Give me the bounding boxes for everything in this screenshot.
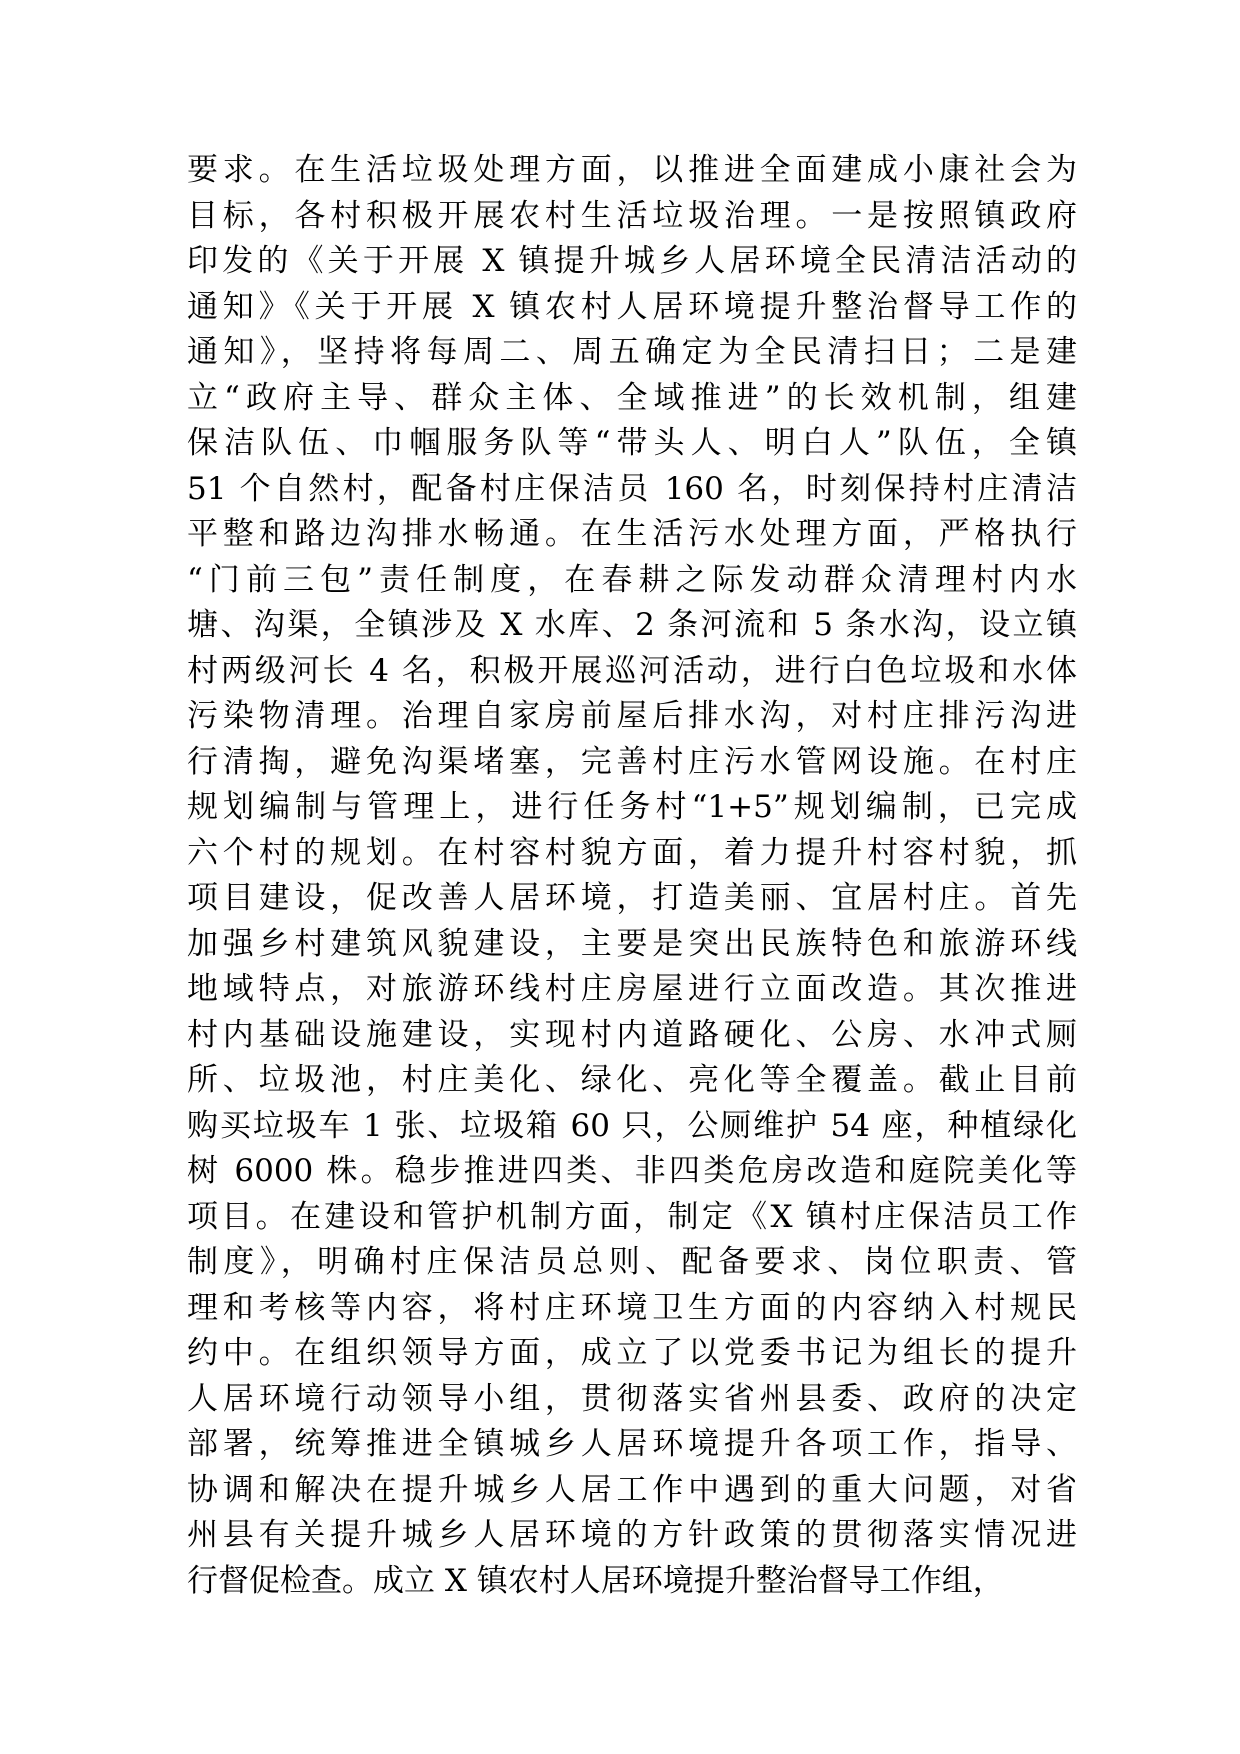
text-line: 部署，统筹推进全镇城乡人居环境提升各项工作，指导、: [187, 1426, 1077, 1462]
text-line: 村内基础设施建设，实现村内道路硬化、公房、水冲式厕: [187, 1016, 1077, 1053]
text-line: 项目。在建设和管护机制方面，制定《X 镇村庄保洁员工作: [187, 1198, 1077, 1235]
text-line: 规划编制与管理上，进行任务村“1+5”规划编制，已完成: [187, 789, 1077, 825]
text-line: 项目建设，促改善人居环境，打造美丽、宜居村庄。首先: [187, 880, 1077, 916]
text-line: 行督促检查。成立 X 镇农村人居环境提升整治督导工作组，: [187, 1562, 1004, 1599]
text-line: 购买垃圾车 1 张、垃圾箱 60 只，公厕维护 54 座，种植绿化: [187, 1107, 1077, 1144]
text-line: 污染物清理。治理自家房前屋后排水沟，对村庄排污沟进: [187, 698, 1077, 734]
text-line: 理和考核等内容，将村庄环境卫生方面的内容纳入村规民: [187, 1289, 1077, 1326]
text-line: 村两级河长 4 名，积极开展巡河活动，进行白色垃圾和水体: [187, 652, 1077, 689]
text-line: 州县有关提升城乡人居环境的方针政策的贯彻落实情况进: [187, 1517, 1077, 1553]
body-text: [187, 148, 1077, 1604]
text-line: 保洁队伍、巾帼服务队等“带头人、明白人”队伍，全镇: [187, 425, 1077, 461]
text-line: 平整和路边沟排水畅通。在生活污水处理方面，严格执行: [187, 516, 1077, 552]
text-line: 目标，各村积极开展农村生活垃圾治理。一是按照镇政府: [187, 197, 1077, 234]
text-line: 通知》《关于开展 X 镇农村人居环境提升整治督导工作的: [187, 288, 1077, 325]
text-line: 树 6000 株。稳步推进四类、非四类危房改造和庭院美化等: [187, 1153, 1077, 1189]
text-line: 印发的《关于开展 X 镇提升城乡人居环境全民清洁活动的: [187, 243, 1077, 279]
text-line: 所、垃圾池，村庄美化、绿化、亮化等全覆盖。截止目前: [187, 1062, 1077, 1098]
text-line: 立“政府主导、群众主体、全域推进”的长效机制，组建: [187, 379, 1077, 416]
text-line: 行清掏，避免沟渠堵塞，完善村庄污水管网设施。在村庄: [187, 743, 1077, 780]
text-line: 51 个自然村，配备村庄保洁员 160 名，时刻保持村庄清洁: [187, 470, 1077, 507]
text-line: 要求。在生活垃圾处理方面，以推进全面建成小康社会为: [187, 152, 1077, 188]
text-line: 加强乡村建筑风貌建设，主要是突出民族特色和旅游环线: [187, 925, 1077, 962]
text-line: 六个村的规划。在村容村貌方面，着力提升村容村貌，抓: [187, 834, 1077, 871]
text-line: 地域特点，对旅游环线村庄房屋进行立面改造。其次推进: [187, 971, 1077, 1007]
text-line: 制度》，明确村庄保洁员总则、配备要求、岗位职责、管: [187, 1244, 1077, 1280]
text-line: 人居环境行动领导小组，贯彻落实省州县委、政府的决定: [187, 1380, 1077, 1417]
text-line: “门前三包”责任制度，在春耕之际发动群众清理村内水: [187, 561, 1077, 598]
text-line: 塘、沟渠，全镇涉及 X 水库、2 条河流和 5 条水沟，设立镇: [187, 607, 1077, 643]
text-line: 通知》，坚持将每周二、周五确定为全民清扫日；二是建: [187, 334, 1077, 370]
text-line: 协调和解决在提升城乡人居工作中遇到的重大问题，对省: [187, 1471, 1077, 1508]
text-line: 约中。在组织领导方面，成立了以党委书记为组长的提升: [187, 1335, 1077, 1371]
